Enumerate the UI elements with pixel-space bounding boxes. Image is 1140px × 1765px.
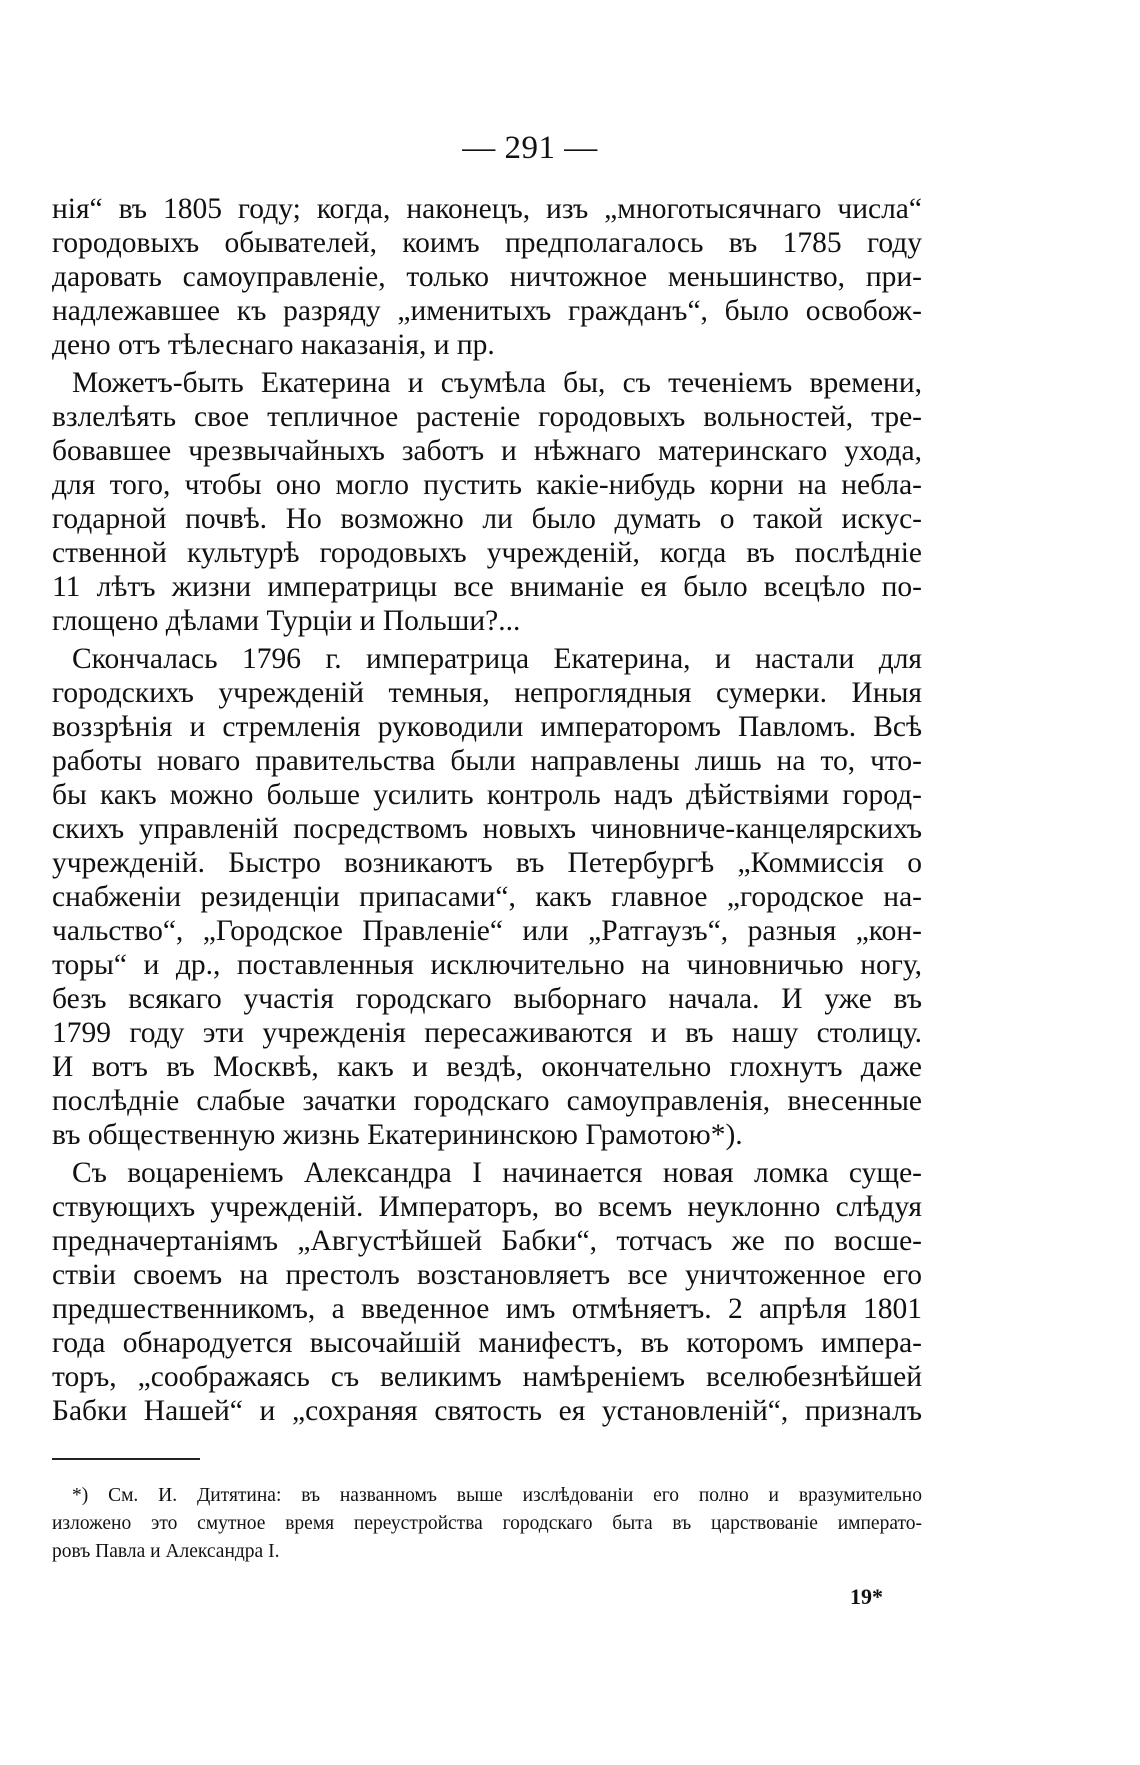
text-line: Можетъ-быть Екатерина и съумѣла бы, съ теченіемъ времени, — [72, 367, 922, 399]
footnote — [52, 1482, 922, 1566]
text-line: дено отъ тѣлеснаго наказанія, и пр. — [52, 329, 495, 361]
text-line: предшественникомъ, а введенное имъ отмѣняетъ. 2 апрѣля 1801 — [52, 1293, 922, 1325]
footnote-line: ровъ Павла и Александра I. — [52, 1541, 280, 1562]
text-line: предначертаніямъ „Августѣйшей Бабки“, тотчасъ же по восше- — [52, 1225, 922, 1257]
paragraph — [52, 1156, 922, 1428]
footnote-line: *) См. И. Дитятина: въ названномъ выше изслѣдованіи его полно и вразумительно — [72, 1485, 922, 1506]
paragraph — [52, 192, 922, 362]
text-line: Бабки Нашей“ и „сохраняя святость ея установленій“, призналъ — [52, 1395, 922, 1427]
text-line: надлежавшее къ разряду „именитыхъ гражданъ“, было освобож- — [52, 295, 922, 327]
text-line: года обнародуется высочайшій манифестъ, въ которомъ импера- — [52, 1327, 922, 1359]
text-line: въ общественную жизнь Екатерининскою Грамотою*). — [52, 1119, 743, 1151]
text-line: учрежденій. Быстро возникаютъ въ Петербургѣ „Коммиссія о — [52, 847, 922, 879]
footnote-divider — [52, 1458, 200, 1460]
page-number: — 291 — — [462, 130, 598, 166]
text-line: воззрѣнія и стремленія руководили императоромъ Павломъ. Всѣ — [52, 711, 922, 743]
text-line: нія“ въ 1805 году; когда, наконецъ, изъ „многотысячнаго числа“ — [52, 193, 922, 225]
text-line: скихъ управленій посредствомъ новыхъ чиновниче-канцелярскихъ — [52, 813, 922, 845]
text-line: годарной почвѣ. Но возможно ли было думать о такой искус- — [52, 503, 922, 535]
paragraph — [52, 642, 922, 1152]
text-line: работы новаго правительства были направлены лишь на то, что- — [52, 745, 922, 777]
text-line: бовавшее чрезвычайныхъ заботъ и нѣжнаго материнскаго ухода, — [52, 435, 922, 467]
text-line: Скончалась 1796 г. императрица Екатерина, и настали для — [72, 643, 922, 675]
text-line: снабженіи резиденціи припасами“, какъ главное „городское на- — [52, 881, 922, 913]
text-line: городовыхъ обывателей, коимъ предполагалось въ 1785 году — [52, 227, 922, 259]
text-line: чальство“, „Городское Правленіе“ или „Ратгаузъ“, разныя „кон- — [52, 915, 922, 947]
text-line: глощено дѣлами Турціи и Польши?... — [52, 605, 521, 637]
signature-mark: 19* — [850, 1584, 883, 1609]
text-line: 1799 году эти учрежденія пересаживаются и въ нашу столицу. — [52, 1017, 922, 1049]
main-text — [52, 192, 922, 1428]
paragraph — [52, 366, 922, 638]
text-line: бы какъ можно больше усилить контроль надъ дѣйствіями город- — [52, 779, 922, 811]
text-line: И вотъ въ Москвѣ, какъ и вездѣ, окончательно глохнутъ даже — [52, 1051, 922, 1083]
text-line: безъ всякаго участія городскаго выборнаго начала. И уже въ — [52, 983, 922, 1015]
text-line: послѣдніе слабые зачатки городскаго самоуправленія, внесенные — [52, 1085, 922, 1117]
text-line: ственной культурѣ городовыхъ учрежденій, когда въ послѣдніе — [52, 537, 922, 569]
text-line: взлелѣять свое тепличное растеніе городовыхъ вольностей, тре- — [52, 401, 922, 433]
text-line: даровать самоуправленіе, только ничтожное меньшинство, при- — [52, 261, 922, 293]
text-line: для того, чтобы оно могло пустить какіе-нибудь корни на небла- — [52, 469, 922, 501]
text-line: ствіи своемъ на престолъ возстановляетъ все уничтоженное его — [52, 1259, 922, 1291]
text-line: городскихъ учрежденій темныя, непроглядныя сумерки. Иныя — [52, 677, 922, 709]
text-line: 11 лѣтъ жизни императрицы все вниманіе ея было всецѣло по- — [52, 571, 922, 603]
text-line: ствующихъ учрежденій. Императоръ, во всемъ неуклонно слѣдуя — [52, 1191, 922, 1223]
text-line: Съ воцареніемъ Александра I начинается новая ломка суще- — [72, 1157, 922, 1189]
text-line: торы“ и др., поставленныя исключительно на чиновничью ногу, — [52, 949, 922, 981]
text-line: торъ, „соображаясь съ великимъ намѣреніемъ вселюбезнѣйшей — [52, 1361, 922, 1393]
footnote-line: изложено это смутное время переустройства городскаго быта въ царствованіе императо- — [52, 1513, 922, 1534]
